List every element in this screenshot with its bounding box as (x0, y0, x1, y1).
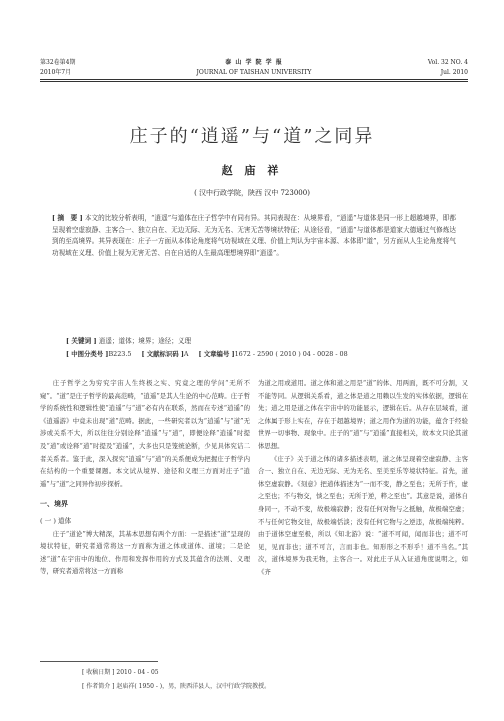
author-name: 赵 庙 祥 (221, 164, 283, 177)
volume-issue: 第32卷第4期 (40, 59, 76, 66)
article-no-label: [ 文章编号 ] (198, 350, 235, 358)
body-right-column (258, 377, 468, 579)
journal-name-en: JOURNAL OF TAISHAN UNIVERSITY (196, 69, 312, 76)
keywords (66, 335, 191, 345)
intro-paragraph: 庄子哲学之为穷究宇宙人生终极之实、究竟之理的学问“无所不窥”。“道”是庄子哲学的最高范畴，“逍遥”是其人生论的中心范畴。庄子哲学的系统性和逻辑性使“逍遥”与“道”必有内在联系，然而在专述“逍遥”的《逍遥游》中竟未出现“道”范畴。据此，一些研究者以为“逍遥”与“道”无涉或关系不大，所以往往分别诠释“逍遥”与“道”，即便诠释“逍遥”时提及“道”或诠释“道”时提及“逍遥”，大多也只是笼统论断，少见具体究诘二者关系者。鉴于此，深入探究“逍遥”与“道”的关系便成为把握庄子哲学内在结构的一个重要课题。本文试从境界、途径和义理三方面对庄子“逍遥”与“道”之同异作初步探析。 (40, 379, 250, 488)
classification-line (66, 349, 456, 358)
keywords-text: 逍遥；道体；境界；途径；义理 (98, 337, 192, 345)
journal-name-cn: 泰 山 学 院 学 报 (225, 59, 283, 66)
received-date: [ 收稿日期 ] 2010 - 04 - 05 (82, 669, 159, 676)
publication-date-en: Jul. 2010 (440, 69, 468, 76)
header-rule-thin (40, 81, 468, 82)
abstract-text: 本文的比较分析表明，“逍遥”与道体在庄子哲学中有同有异。其同表现在：从境界看，“逍遥”与道体是同一形上超越境界，即都呈现着空虚寂静、主客合一、独立自在、无边无际、无为无名、无害无苦等境状特征；从途径看，“逍遥”与道体都是道家大德通过气修炼达到的至高境界。其异表现在：庄子一方面从本体论角度将气功视域在义理、价值上判认为宇宙本源、本体即“道”，另方面从人生论角度将气功视域在义理、价值上视为无害无苦、自在自适的人生最高理想境界即“逍遥”。 (52, 214, 456, 257)
body-left-column (40, 377, 250, 578)
subsection-heading: ( 一 ) 道体 (40, 516, 72, 525)
footnote-rule (40, 661, 158, 662)
abstract (52, 213, 456, 259)
keywords-label: [ 关键词 ] (66, 337, 97, 345)
doc-code-label: [ 文献标识码 ] (141, 350, 184, 358)
publication-date: 2010年7月 (40, 69, 72, 76)
doc-code-value: A (183, 350, 189, 358)
abstract-label: [ 摘 要 ] (52, 214, 83, 222)
section-heading: 一、境界 (40, 499, 68, 509)
author-affiliation: ( 汉中行政学院，陕西 汉中 723000) (194, 189, 310, 197)
body-paragraph: 《庄子》关于道之体的诸多描述表明，道之体呈现着空虚寂静、主客合一、独立自在、无边无际、无为无名、至美至乐等境状特征。首先，道体空虚寂静。《刻意》把道体描述为“一而不变，静之至也；无所于忤，虚之至也；不与物交，惔之至也；无所于逆，粹之至也”。其意是说，道体自身同一，不动不变，故极端寂静；没有任何对物与之抵触，故极端空虚；不与任何它物交往，故极端恬淡；没有任何它物与之逆违，故极端纯粹。由于道体空虚至极，所以《知北游》说：“道不可闻，闻而非也；道不可见，见而非也；道不可言，言而非也。知形形之不形乎！道不当名。”其次，道体境界为我无物，主客合一。对此庄子从入证道角度说明之，如《齐 (258, 454, 468, 576)
clc-label: [ 中图分类号 ] (66, 350, 109, 358)
body-paragraph: 庄子“道论”博大精深，其基本思想有两个方面：一是描述“道”呈现的境状特征，研究者通常将这一方面称为道之体或道体、道境；二是论述“道”在宇宙中的地位、作用和发挥作用的方式及其蕴含的法则、义理等，研究者通常将这一方面称 (40, 529, 250, 576)
article-title: 庄子的“逍遥”与“道”之同异 (129, 126, 375, 147)
clc-value: B223.5 (108, 350, 132, 358)
volume-issue-en: Vol. 32 NO. 4 (427, 59, 468, 66)
header-rule (40, 79, 468, 80)
body-paragraph-continued: 为道之用或道用。道之体和道之用是“道”的体、用两面，既不可分割，又不能等同。从逻辑关系看，道之体是道之用赖以生发的实体依据，逻辑在先；道之用是道之体在宇宙中的功能显示，逻辑在后。从存在层域看，道之体属于形上实在，存在于超越境界；道之用作为道的功能，蕴含于经验世界一切事物、现象中。庄子的“道”与“逍遥”直接相关，故本文只论其道体思想。 (258, 379, 468, 450)
author-bio: [ 作者简介 ] 赵庙祥( 1950 - )，男，陕西洋县人，汉中行政学院教授。 (82, 683, 271, 690)
article-no-value: 1672 - 2590 ( 2010 ) 04 - 0028 - 08 (234, 350, 348, 358)
